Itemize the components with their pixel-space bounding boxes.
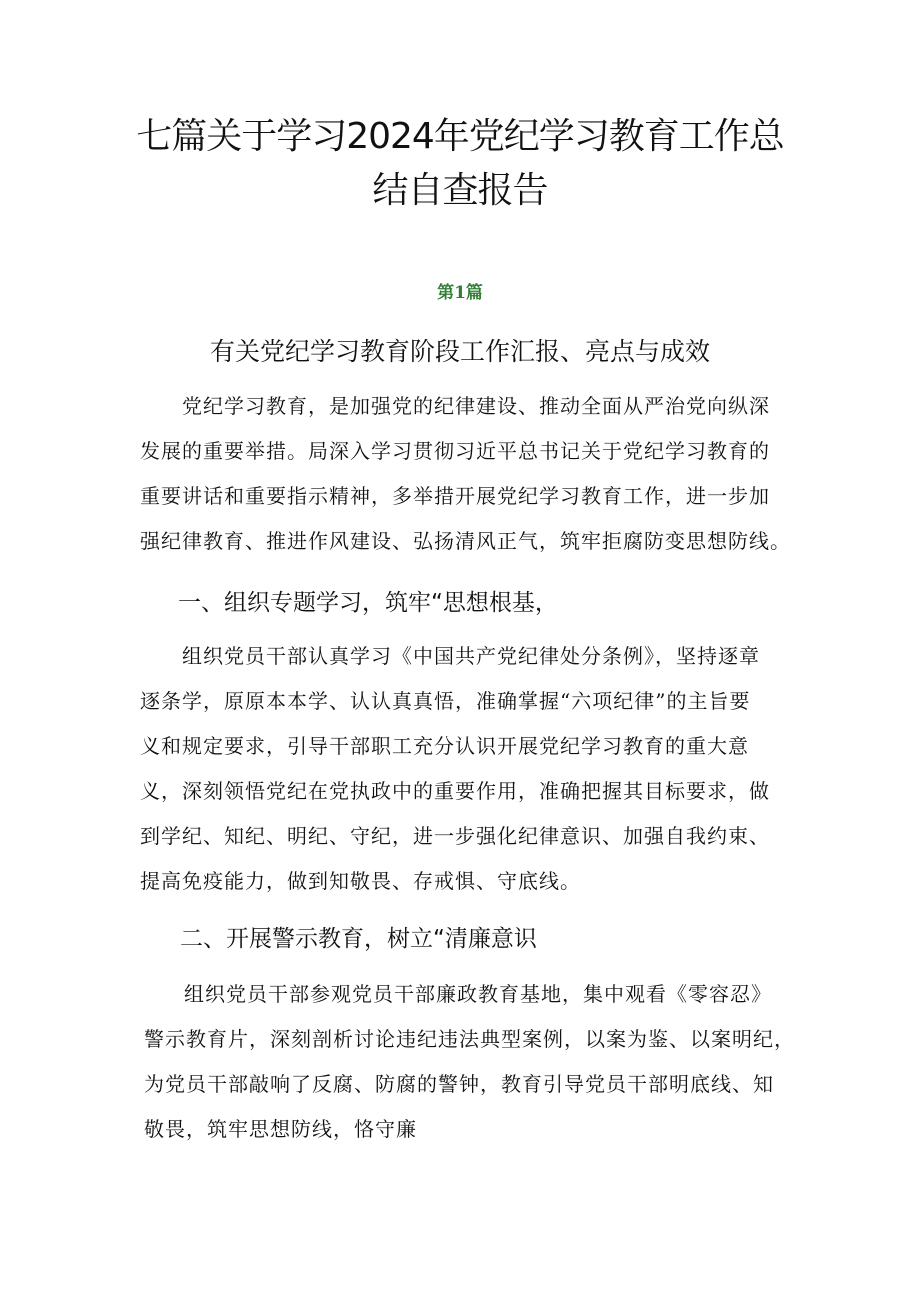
paragraph-line: 为党员干部敲响了反腐、防腐的警钟，教育引导党员干部明底线、知 (144, 1072, 774, 1096)
paragraph-organize-study (140, 634, 790, 904)
paragraph-line: 义，深刻领悟党纪在党执政中的重要作用，准确把握其目标要求，做 (140, 779, 770, 803)
intro-line: 发展的重要举措。局深入学习贯彻习近平总书记关于党纪学习教育的 (140, 439, 770, 463)
paragraph-warning-education (144, 972, 794, 1152)
paragraph-line: 义和规定要求，引导干部职工充分认识开展党纪学习教育的重大意 (140, 734, 749, 758)
heading-organize-study: 一、组织专题学习，筑牢“思想根基， (178, 590, 558, 616)
document-title-line-1: 七篇关于学习2024年党纪学习教育工作总 (136, 116, 784, 157)
intro-line: 强纪律教育、推进作风建设、弘扬清风正气，筑牢拒腐防变思想防线。 (140, 529, 791, 553)
intro-paragraph (140, 384, 790, 564)
document-title-line-2: 结自查报告 (372, 170, 548, 211)
heading-warning-education: 二、开展警示教育，树立“清廉意识 (180, 926, 537, 952)
paragraph-line: 逐条学，原原本本学、认认真真悟，准确掌握“六项纪律”的主旨要 (140, 689, 751, 713)
paragraph-line: 提高免疫能力，做到知敬畏、存戒惧、守底线。 (140, 869, 581, 893)
paragraph-line: 敬畏，筑牢思想防线，恪守廉 (144, 1117, 417, 1141)
paragraph-line: 组织党员干部参观党员干部廉政教育基地，集中观看《零容忍》 (184, 982, 772, 1006)
section-title: 有关党纪学习教育阶段工作汇报、亮点与成效 (209, 337, 710, 366)
paragraph-line: 组织党员干部认真学习《中国共产党纪律处分条例》，坚持逐章 (182, 644, 760, 668)
document-title (120, 110, 800, 218)
intro-line: 党纪学习教育，是加强党的纪律建设、推动全面从严治党向纵深 (182, 394, 770, 418)
paragraph-line: 警示教育片，深刻剖析讨论违纪违法典型案例，以案为鉴、以案明纪， (144, 1027, 795, 1051)
paragraph-line: 到学纪、知纪、明纪、守纪，进一步强化纪律意识、加强自我约束、 (140, 824, 770, 848)
part-label: 第1篇 (437, 283, 483, 303)
intro-line: 重要讲话和重要指示精神，多举措开展党纪学习教育工作，进一步加 (140, 484, 770, 508)
